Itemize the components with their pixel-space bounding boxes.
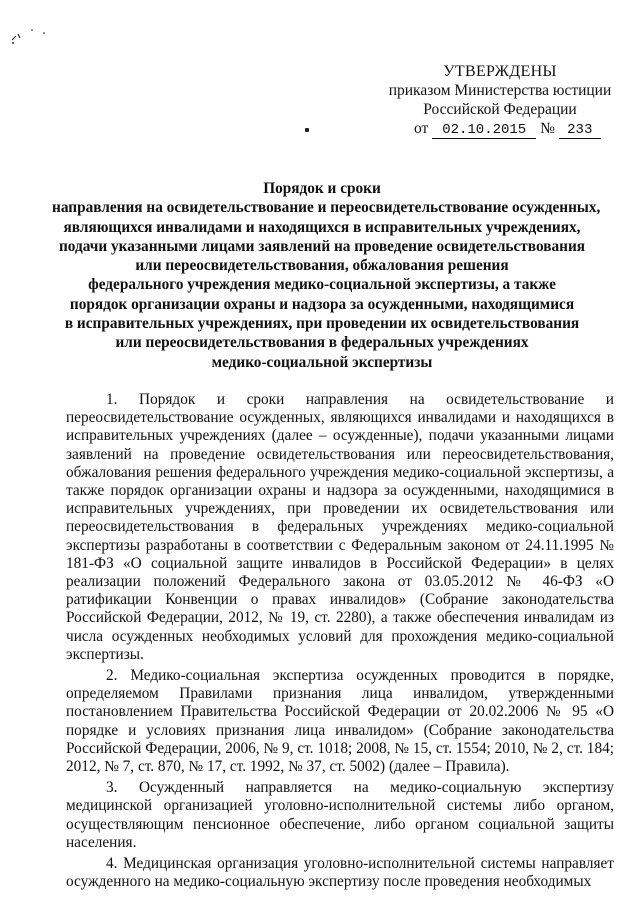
approval-block [380,62,620,139]
order-date: 02.10.2015 [432,123,536,139]
title-line: или переосвидетельствования, обжалования решения [135,257,509,275]
paragraph-4: 4. Медицинская организация уголовно-исполнительной системы направляет осужденного на медико-социальную экспертизу после проведения необходимых [66,855,614,891]
scan-artifact-marks [10,26,50,46]
title-line: порядок организации охраны и надзора за осужденными, находящимися [69,295,575,313]
document-body [66,391,614,894]
title-line: являющихся инвалидами и находящихся в исправительных учреждениях, [63,218,581,236]
order-date-prefix: от [414,120,429,137]
title-line: направления на освидетельствование и переосвидетельствование осужденных, [52,199,601,217]
title-line: или переосвидетельствования в федеральных учреждениях [115,334,529,352]
order-number: 233 [559,123,601,139]
approval-ministry: приказом Министерства юстиции [388,82,612,99]
order-number-prefix: № [540,120,555,137]
approval-stamp: УТВЕРЖДЕНЫ [443,63,557,80]
paragraph-2: 2. Медико-социальная экспертиза осужденных проводится в порядке, определяемом Правилами признания лица инвалидом, утвержденными постановлением Правительства Российской Федерации от 20.02.2006 № 95 «О порядке и условиях признания лица инвалидом» (Собрание законодательства Российской Федерации, 2006, № 9, ст. 1018; 2008, № 15, ст. 1554; 2010, № 2, ст. 184; 2012, № 7, ст. 870, № 17, ст. 1992, № 37, ст. 5002) (далее – Правила). [66,667,614,776]
title-line: федерального учреждения медико-социальной экспертизы, а также [88,276,556,294]
title-heading: Порядок и сроки [263,180,381,197]
order-reference [414,119,620,139]
title-line: подачи указанными лицами заявлений на проведение освидетельствования [58,237,586,255]
title-line: медико-социальной экспертизы [211,353,433,371]
paragraph-1: 1. Порядок и сроки направления на освидетельствование и переосвидетельствование осужденных, являющихся инвалидами и находящихся в исправительных учреждениях (далее – осужденные), подачи указанными лицами заявлений на проведение освидетельствования или переосвидетельствования, обжалования решения федерального учреждения медико-социальной экспертизы, а также порядок организации охраны и надзора за осужденными, находящимися в исправительных учреждениях, при проведении их освидетельствования или переосвидетельствования в федеральных учреждениях медико-социальной экспертизы разработаны в соответствии с Федеральным законом от 24.11.1995 № 181-ФЗ «О социальной защите инвалидов в Российской Федерации» в целях реализации положений Федерального закона от 03.05.2012 № 46-ФЗ «О ратификации Конвенции о правах инвалидов» (Собрание законодательства Российской Федерации, 2012, № 19, ст. 2280), а также обеспечения инвалидам из числа осужденных необходимых условий для прохождения медико-социальной экспертизы. [66,391,614,663]
scan-speck [305,128,309,132]
paragraph-3: 3. Осужденный направляется на медико-социальную экспертизу медицинской организацией уголовно-исполнительной системы либо органом, осуществляющим пенсионное обеспечение, либо органом социальной защиты населения. [66,779,614,851]
approval-country: Российской Федерации [423,101,577,118]
document-title [52,179,601,372]
title-line: в исправительных учреждениях, при проведении их освидетельствования [64,315,580,333]
